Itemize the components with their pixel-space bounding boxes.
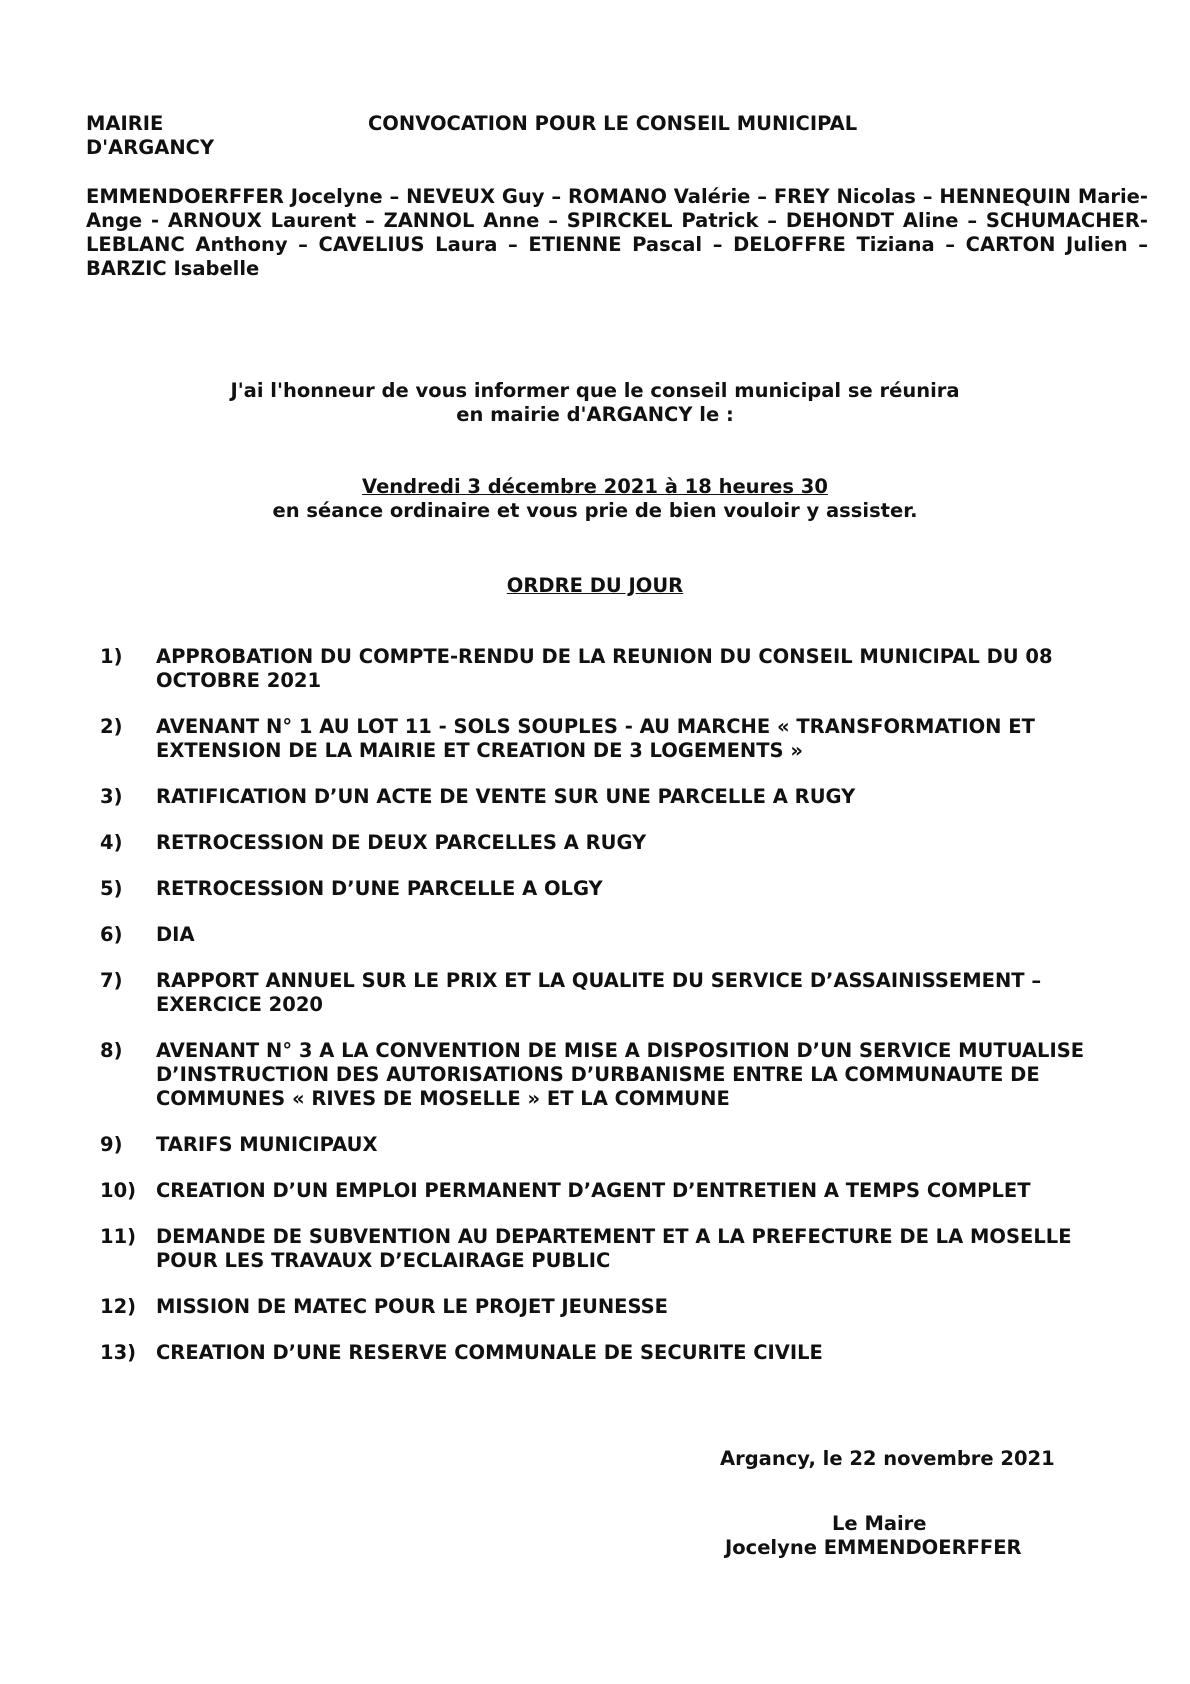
agenda-item-text: RETROCESSION D’UNE PARCELLE A OLGY (156, 877, 603, 900)
agenda-item (100, 645, 1140, 693)
agenda-item-number: 7) (100, 969, 123, 992)
agenda-item-text: RAPPORT ANNUEL SUR LE PRIX ET LA QUALITE DU SERVICE D’ASSAINISSEMENT – EXERCICE 2020 (156, 969, 1042, 1016)
agenda-item-number: 10) (100, 1179, 137, 1202)
agenda-item-text: APPROBATION DU COMPTE-RENDU DE LA REUNION DU CONSEIL MUNICIPAL DU 08 OCTOBRE 2021 (156, 645, 1053, 692)
agenda-item (100, 1179, 1140, 1203)
meeting-date: Vendredi 3 décembre 2021 à 18 heures 30 (362, 475, 828, 498)
agenda-item (100, 923, 1140, 947)
agenda-item-text: DEMANDE DE SUBVENTION AU DEPARTEMENT ET A LA PREFECTURE DE LA MOSELLE POUR LES TRAVAUX D’ECLAIRAGE PUBLIC (156, 1225, 1072, 1272)
agenda-item-number: 12) (100, 1295, 137, 1318)
agenda-item-number: 13) (100, 1341, 137, 1364)
agenda-item (100, 831, 1140, 855)
place-date: Argancy, le 22 novembre 2021 (720, 1447, 1055, 1470)
agenda-item-text: RATIFICATION D’UN ACTE DE VENTE SUR UNE PARCELLE A RUGY (156, 785, 856, 808)
agenda-item-text: AVENANT N° 1 AU LOT 11 - SOLS SOUPLES - AU MARCHE « TRANSFORMATION ET EXTENSION DE LA MAIRIE ET CREATION DE 3 LOGEMENTS » (156, 715, 1035, 762)
agenda-item-number: 5) (100, 877, 123, 900)
intro-line-2: en mairie d'ARGANCY le : (456, 403, 734, 426)
agenda-item-text: AVENANT N° 3 A LA CONVENTION DE MISE A DISPOSITION D’UN SERVICE MUTUALISE D’INSTRUCTION DES AUTORISATIONS D’URBANISME ENTRE LA COMMUNAUTE DE COMMUNES « RIVES DE MOSELLE » ET LA COMMUNE (156, 1039, 1085, 1110)
agenda-item-number: 6) (100, 923, 123, 946)
meeting-session: en séance ordinaire et vous prie de bien vouloir y assister. (272, 499, 918, 522)
mairie-block (86, 112, 346, 160)
meeting-block (86, 475, 1104, 523)
signatory-title: Le Maire (832, 1512, 927, 1535)
signatory-name: Jocelyne EMMENDOERFFER (725, 1536, 1022, 1559)
agenda-item-text: RETROCESSION DE DEUX PARCELLES A RUGY (156, 831, 647, 854)
agenda-item (100, 1341, 1140, 1365)
mairie-line-1: MAIRIE (86, 112, 164, 135)
agenda-item (100, 1133, 1140, 1157)
intro-line-1: J'ai l'honneur de vous informer que le conseil municipal se réunira (230, 379, 960, 402)
agenda-item-text: DIA (156, 923, 195, 946)
agenda-item (100, 1225, 1140, 1273)
agenda-item-number: 3) (100, 785, 123, 808)
agenda-item-number: 1) (100, 645, 123, 668)
agenda-item-text: CREATION D’UN EMPLOI PERMANENT D’AGENT D’ENTRETIEN A TEMPS COMPLET (156, 1179, 1031, 1202)
agenda-item-number: 9) (100, 1133, 123, 1156)
agenda-item (100, 1295, 1140, 1319)
agenda-item-text: TARIFS MUNICIPAUX (156, 1133, 378, 1156)
agenda-item-text: MISSION DE MATEC POUR LE PROJET JEUNESSE (156, 1295, 668, 1318)
agenda-item (100, 785, 1140, 809)
agenda-item-number: 2) (100, 715, 123, 738)
mairie-line-2: D'ARGANCY (86, 136, 215, 159)
agenda-item (100, 877, 1140, 901)
agenda-item (100, 1039, 1140, 1111)
convocation-title: CONVOCATION POUR LE CONSEIL MUNICIPAL (368, 112, 858, 135)
agenda-item (100, 969, 1140, 1017)
agenda-item (100, 715, 1140, 763)
agenda-item-text: CREATION D’UNE RESERVE COMMUNALE DE SECURITE CIVILE (156, 1341, 823, 1364)
agenda-item-number: 11) (100, 1225, 137, 1248)
intro-block (86, 379, 1104, 427)
agenda-title: ORDRE DU JOUR (506, 574, 684, 597)
council-members-list: EMMENDOERFFER Jocelyne – NEVEUX Guy – ROMANO Valérie – FREY Nicolas – HENNEQUIN Marie-Ange - ARNOUX Laurent – ZANNOL Anne – SPIRCKEL Patrick – DEHONDT Aline – SCHUMACHER-LEBLANC Anthony – CAVELIUS Laura – ETIENNE Pascal – DELOFFRE Tiziana – CARTON Julien – BARZIC Isabelle (86, 185, 1148, 280)
agenda-item-number: 4) (100, 831, 123, 854)
agenda-item-number: 8) (100, 1039, 123, 1062)
agenda-list (100, 645, 1140, 1365)
